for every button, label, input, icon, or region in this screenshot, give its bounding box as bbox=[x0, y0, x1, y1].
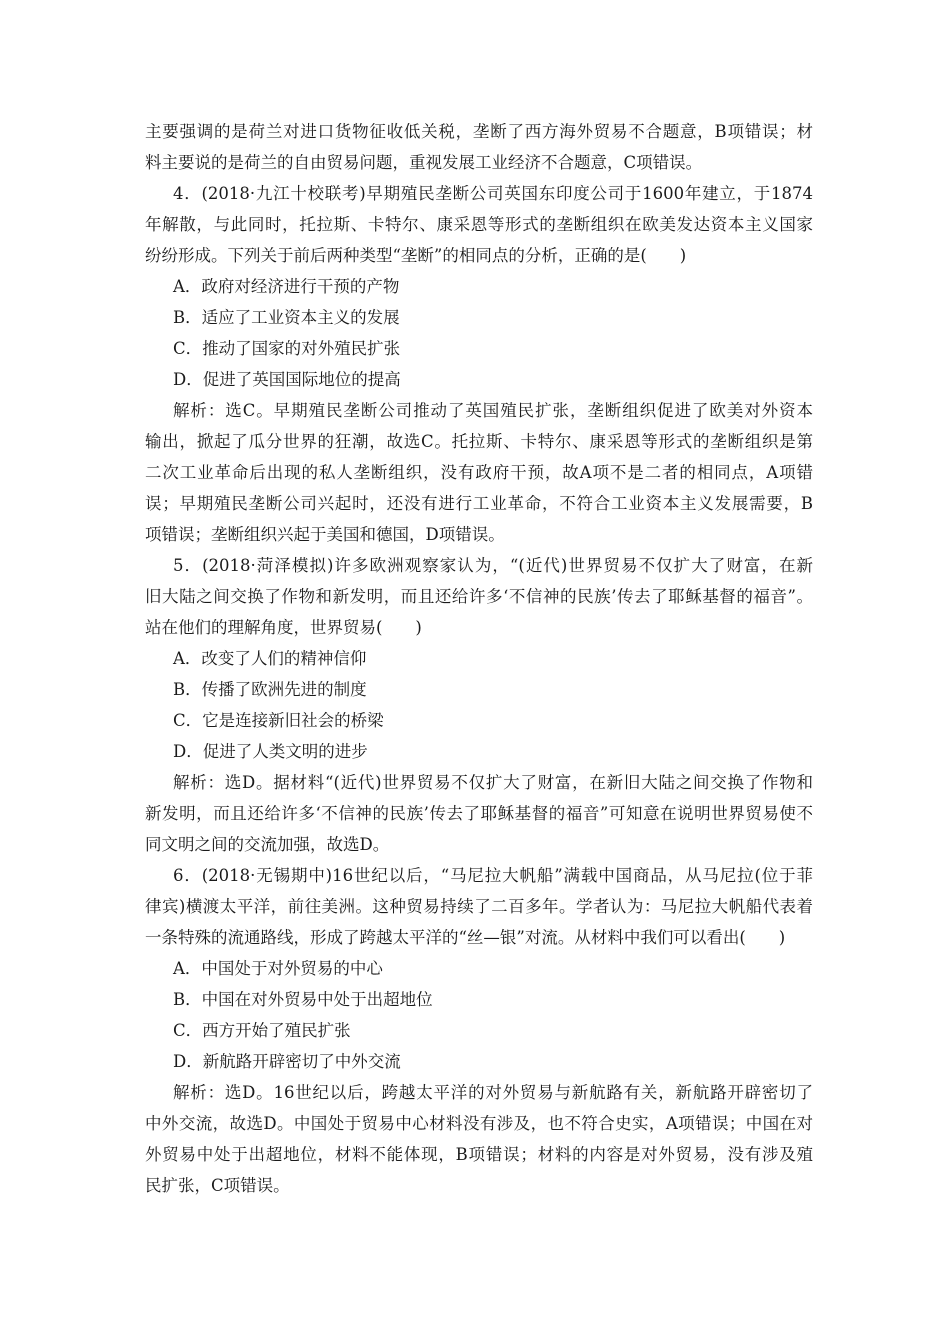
text-line: 误；早期殖民垄断公司兴起时，还没有进行工业革命，不符合工业资本主义发展需要，B bbox=[145, 494, 813, 513]
option-c: C．西方开始了殖民扩张 bbox=[173, 1021, 351, 1040]
text-line: 旧大陆之间交换了作物和新发明，而且还给许多‘不信神的民族’传去了耶稣基督的福音”。 bbox=[145, 587, 813, 606]
option-d: D．促进了英国国际地位的提高 bbox=[173, 370, 401, 389]
option-d: D．新航路开辟密切了中外交流 bbox=[173, 1052, 401, 1071]
text-line: 主要强调的是荷兰对进口货物征收低关税，垄断了西方海外贸易不合题意，B项错误；材 bbox=[145, 122, 813, 141]
option-b: B．传播了欧洲先进的制度 bbox=[173, 680, 367, 699]
answer-explanation: 解析：选C。早期殖民垄断公司推动了英国殖民扩张，垄断组织促进了欧美对外资本 bbox=[173, 401, 813, 420]
text-line: 输出，掀起了瓜分世界的狂潮，故选C。托拉斯、卡特尔、康采恩等形式的垄断组织是第 bbox=[145, 432, 813, 451]
text-line: 新发明，而且还给许多‘不信神的民族’传去了耶稣基督的福音”可知意在说明世界贸易使不 bbox=[145, 804, 813, 823]
text-line: 项错误；垄断组织兴起于美国和德国，D项错误。 bbox=[145, 525, 505, 544]
text-line: 民扩张，C项错误。 bbox=[145, 1176, 290, 1195]
text-line: 中外交流，故选D。中国处于贸易中心材料没有涉及，也不符合史实，A项错误；中国在对 bbox=[145, 1114, 813, 1133]
text-line: 二次工业革命后出现的私人垄断组织，没有政府干预，故A项不是二者的相同点，A项错 bbox=[145, 463, 813, 482]
answer-explanation: 解析：选D。16世纪以后，跨越太平洋的对外贸易与新航路有关，新航路开辟密切了 bbox=[173, 1083, 813, 1102]
question-5-stem: 5．(2018·菏泽模拟)许多欧洲观察家认为，“(近代)世界贸易不仅扩大了财富，在新 bbox=[173, 556, 813, 575]
option-a: A．改变了人们的精神信仰 bbox=[173, 649, 367, 668]
text-line: 纷纷形成。下列关于前后两种类型“垄断”的相同点的分析，正确的是( ) bbox=[145, 246, 687, 265]
text-line: 同文明之间的交流加强，故选D。 bbox=[145, 835, 390, 854]
text-line: 站在他们的理解角度，世界贸易( ) bbox=[145, 618, 422, 637]
option-b: B．适应了工业资本主义的发展 bbox=[173, 308, 400, 327]
option-c: C．它是连接新旧社会的桥梁 bbox=[173, 711, 384, 730]
question-4-stem: 4．(2018·九江十校联考)早期殖民垄断公司英国东印度公司于1600年建立，于1874 bbox=[173, 184, 813, 203]
option-d: D．促进了人类文明的进步 bbox=[173, 742, 368, 761]
text-line: 外贸易中处于出超地位，材料不能体现，B项错误；材料的内容是对外贸易，没有涉及殖 bbox=[145, 1145, 813, 1164]
option-c: C．推动了国家的对外殖民扩张 bbox=[173, 339, 401, 358]
question-6-stem: 6．(2018·无锡期中)16世纪以后，“马尼拉大帆船”满载中国商品，从马尼拉(位于菲 bbox=[173, 866, 813, 885]
text-line: 一条特殊的流通路线，形成了跨越太平洋的“丝—银”对流。从材料中我们可以看出( ) bbox=[145, 928, 786, 947]
answer-explanation: 解析：选D。据材料“(近代)世界贸易不仅扩大了财富，在新旧大陆之间交换了作物和 bbox=[173, 773, 813, 792]
text-line: 年解散，与此同时，托拉斯、卡特尔、康采恩等形式的垄断组织在欧美发达资本主义国家 bbox=[145, 215, 813, 234]
option-a: A．政府对经济进行干预的产物 bbox=[173, 277, 400, 296]
text-line: 料主要说的是荷兰的自由贸易问题，重视发展工业经济不合题意，C项错误。 bbox=[145, 153, 703, 172]
option-a: A．中国处于对外贸易的中心 bbox=[173, 959, 383, 978]
option-b: B．中国在对外贸易中处于出超地位 bbox=[173, 990, 433, 1009]
text-line: 律宾)横渡太平洋，前往美洲。这种贸易持续了二百多年。学者认为：马尼拉大帆船代表着 bbox=[145, 897, 813, 916]
